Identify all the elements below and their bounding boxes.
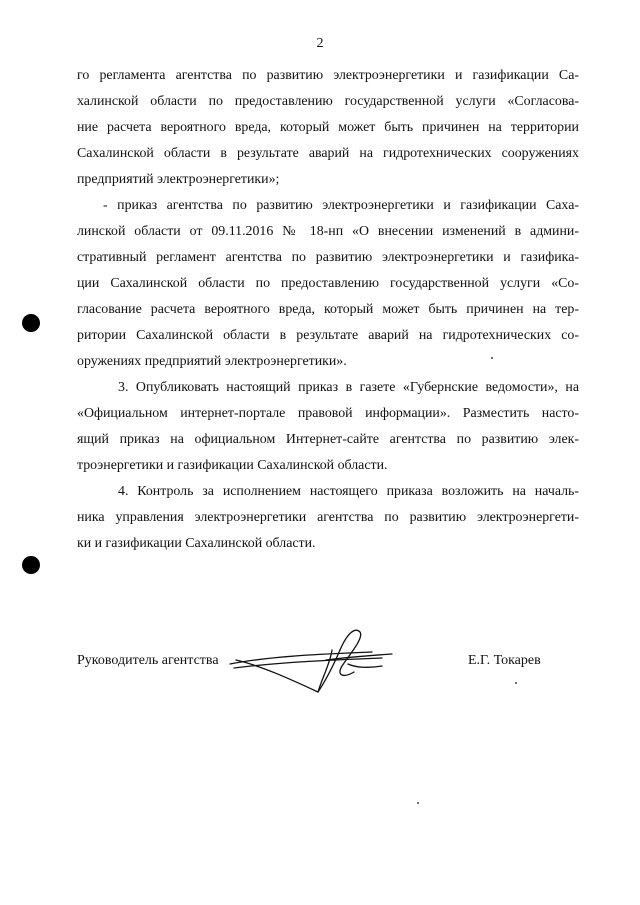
handwritten-signature (222, 620, 402, 700)
text-line: ника управления электроэнергетики агентства по развитию электроэнергети- (77, 510, 579, 525)
text-line: ции Сахалинской области по предоставлению государственной услуги «Со- (77, 276, 579, 291)
text-line: 4. Контроль за исполнением настоящего приказа возложить на началь- (118, 484, 579, 499)
scan-speck (491, 357, 493, 359)
text-line: линской области от 09.11.2016 № 18-нп «О внесении изменений в админи- (77, 224, 579, 239)
text-line: го регламента агентства по развитию электроэнергетики и газификации Са- (77, 68, 579, 83)
text-line: 3. Опубликовать настоящий приказ в газете «Губернские ведомости», на (118, 380, 579, 395)
text-line: ящий приказ на официальном Интернет-сайте агентства по развитию элек- (77, 432, 579, 447)
text-line: «Официальном интернет-портале правовой информации». Разместить насто- (77, 406, 579, 421)
page-number: 2 (316, 36, 324, 51)
signatory-name: Е.Г. Токарев (468, 653, 541, 668)
text-line: гласование расчета вероятного вреда, который может быть причинен на тер- (77, 302, 579, 317)
scan-speck (515, 682, 517, 684)
text-line: предприятий электроэнергетики»; (77, 172, 280, 187)
text-line: троэнергетики и газификации Сахалинской области. (77, 458, 388, 473)
punch-hole (22, 556, 40, 574)
text-line: ние расчета вероятного вреда, который может быть причинен на территории (77, 120, 579, 135)
text-line: - приказ агентства по развитию электроэнергетики и газификации Саха- (103, 198, 579, 213)
text-line: Сахалинской области в результате аварий на гидротехнических сооружениях (77, 146, 579, 161)
signatory-title: Руководитель агентства (77, 653, 219, 668)
punch-hole (22, 314, 40, 332)
text-line: оружениях предприятий электроэнергетики». (77, 354, 347, 369)
text-line: ритории Сахалинской области в результате аварий на гидротехнических со- (77, 328, 579, 343)
text-line: халинской области по предоставлению государственной услуги «Согласова- (77, 94, 579, 109)
scan-speck (417, 802, 419, 804)
text-line: ки и газификации Сахалинской области. (77, 536, 316, 551)
text-line: стративный регламент агентства по развитию электроэнергетики и газифика- (77, 250, 579, 265)
